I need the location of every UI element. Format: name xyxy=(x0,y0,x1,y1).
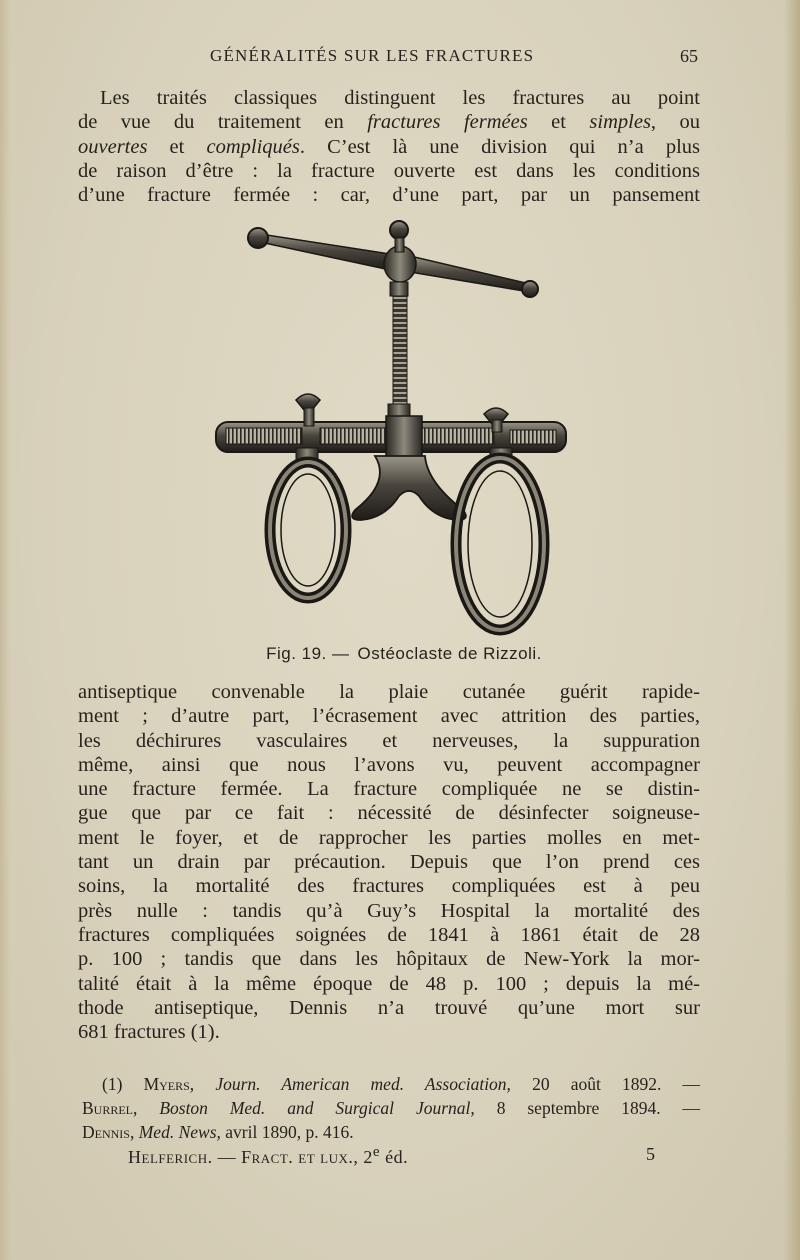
figure-osteoclast xyxy=(200,212,600,642)
caption-text: Ostéoclaste de Rizzoli. xyxy=(357,644,542,663)
footnote-line xyxy=(82,1120,700,1144)
text-fragment: et xyxy=(147,135,207,158)
footnote-date: 8 septembre 1894. — xyxy=(496,1098,700,1118)
footnote-line xyxy=(82,1072,700,1096)
text-line: fractures compliquées soignées de 1841 à 1861 était de 28 xyxy=(78,923,700,946)
text-line: thode antiseptique, Dennis n’a trouvé qu’une mort sur xyxy=(78,996,700,1019)
paragraph-intro xyxy=(78,86,700,207)
osteoclast-illustration xyxy=(200,212,600,642)
footnote-author: Burrel, xyxy=(82,1098,138,1118)
text-line: 681 fractures (1). xyxy=(78,1021,220,1044)
italic-term: ouvertes xyxy=(78,135,148,158)
text-line: gue que par ce fait : nécessité de désinfecter soigneuse- xyxy=(78,802,700,825)
page-number: 65 xyxy=(680,46,698,66)
footnote-line xyxy=(82,1096,700,1120)
italic-term: fractures fermées xyxy=(367,111,528,134)
text-line: près nulle : tandis qu’à Guy’s Hospital la mortalité des xyxy=(78,899,700,922)
paragraph-continuation xyxy=(78,680,700,1044)
text-line: ment le foyer, et de rapprocher les parties molles en met- xyxy=(78,826,700,849)
main-bar xyxy=(216,416,566,458)
caption-label: Fig. 19. — xyxy=(266,644,350,663)
text-fragment: et xyxy=(527,111,590,134)
signature-superscript: e xyxy=(372,1144,381,1160)
text-fragment: . C’est là une division qui n’a plus xyxy=(299,135,700,158)
text-line: les déchirures vasculaires et nerveuses, la suppuration xyxy=(78,729,700,752)
italic-term: simples xyxy=(589,111,651,134)
footnote-author: Myers, xyxy=(143,1074,195,1094)
footnote-journal: Med. News, xyxy=(138,1122,221,1142)
signature-text: Helferich. — Fract. et lux., 2 xyxy=(128,1147,373,1167)
text-line: tant un drain par précaution. Depuis que l’on prend ces xyxy=(78,851,700,874)
page-header xyxy=(0,46,800,74)
text-line: soins, la mortalité des fractures compliquées est à peu xyxy=(78,875,700,898)
footnote-date: 20 août 1892. — xyxy=(532,1074,701,1094)
footnote-date: avril 1890, p. 416. xyxy=(225,1122,354,1142)
running-head: GÉNÉRALITÉS SUR LES FRACTURES xyxy=(210,46,535,65)
text-line: ment ; d’autre part, l’écrasement avec attrition des parties, xyxy=(78,705,700,728)
text-line: de raison d’être : la fracture ouverte est dans les conditions xyxy=(78,159,700,182)
text-line xyxy=(78,110,700,134)
text-line: même, ainsi que nous l’avons vu, peuvent accompagner xyxy=(78,753,700,776)
italic-term: compliqués xyxy=(206,135,300,158)
screw-shaft xyxy=(388,282,410,418)
text-line: p. 100 ; tandis que dans les hôpitaux de New-York la mor- xyxy=(78,948,700,971)
pressure-pad xyxy=(352,456,466,520)
text-line: talité était à la même époque de 48 p. 100 ; depuis la mé- xyxy=(78,972,700,995)
footnotes xyxy=(82,1072,700,1144)
text-fragment: , ou xyxy=(650,111,701,134)
text-fragment: de vue du traitement en xyxy=(78,111,368,134)
text-line xyxy=(78,135,700,159)
footnote-marker: (1) xyxy=(102,1074,123,1094)
page-footer xyxy=(0,1144,800,1170)
figure-caption xyxy=(0,644,800,664)
text-line: d’une fracture fermée : car, d’une part, par un pansement xyxy=(78,184,700,207)
footnote-journal: Boston Med. and Surgical Journal, xyxy=(159,1098,475,1118)
footnote-journal: Journ. American med. Association, xyxy=(215,1074,511,1094)
page-edge-left xyxy=(0,0,10,1260)
sheet-number: 5 xyxy=(646,1144,655,1164)
printer-signature xyxy=(128,1144,408,1168)
signature-end: éd. xyxy=(380,1147,409,1167)
text-line: une fracture fermée. La fracture compliquée ne se distin- xyxy=(78,778,700,801)
footnote-author: Dennis, xyxy=(82,1122,135,1142)
page-edge-right xyxy=(784,0,800,1260)
text-line: Les traités classiques distinguent les fractures au point xyxy=(100,87,700,109)
text-line: antiseptique convenable la plaie cutanée guérit rapide- xyxy=(78,681,700,703)
